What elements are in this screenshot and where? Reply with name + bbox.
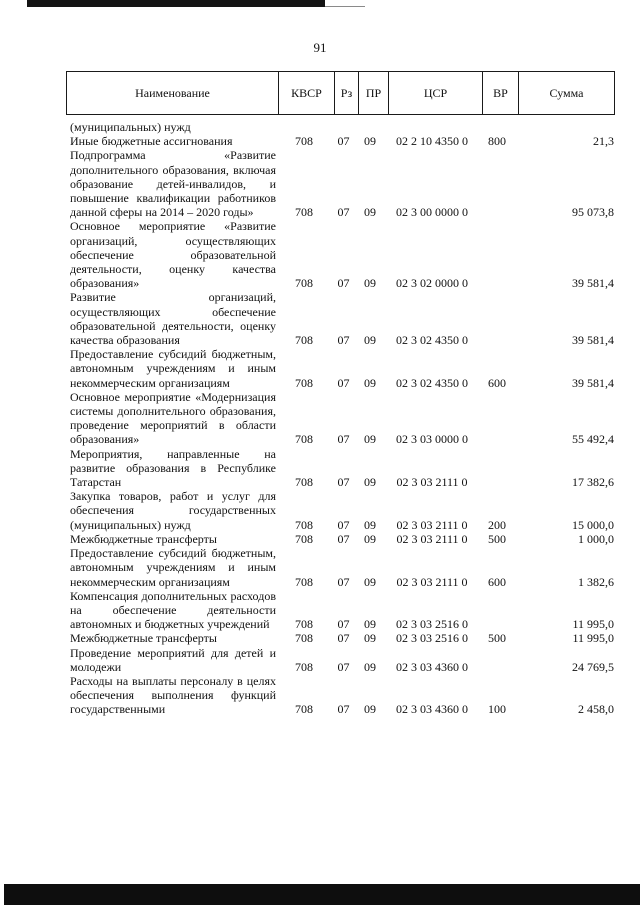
row-kvsr: 708 [295,432,313,447]
header-name: Наименование [67,72,279,115]
row-csr: 02 3 03 2111 0 [396,517,468,532]
row-vr: 500 [488,631,506,646]
page-number: 91 [313,40,327,55]
row-csr: 02 3 00 0000 0 [396,205,468,220]
row-name: Основное мероприятие «Развитие организаций, осуществляющих обеспечение образовательной деятельности, оценку качества образования» [70,219,276,291]
row-kvsr: 708 [295,531,313,546]
row-sum: 95 073,8 [572,205,614,220]
row-pr: 09 [364,432,376,447]
row-name: Развитие организаций, осуществляющих обеспечение образовательной деятельности, оценку качества образования [70,290,276,348]
table-row [70,489,614,532]
scan-edge-top-thin [325,6,365,7]
row-rz: 07 [337,134,350,149]
row-pr: 09 [364,276,376,291]
table-row [70,148,614,219]
row-rz: 07 [337,617,350,632]
header-kvsr: КВСР [279,72,335,115]
table-row [70,219,614,290]
row-kvsr: 708 [295,134,313,149]
row-pr: 09 [364,574,376,589]
row-csr: 02 3 03 0000 0 [396,432,468,447]
header-sum: Сумма [519,72,615,115]
row-pr: 09 [364,134,376,149]
row-rz: 07 [337,333,350,348]
row-rz: 07 [337,631,350,646]
row-sum: 2 458,0 [578,702,614,717]
table-row [70,134,614,148]
table-row [70,390,614,447]
table-row [70,674,614,717]
row-sum: 11 995,0 [572,617,614,632]
row-sum: 15 000,0 [572,517,614,532]
row-rz: 07 [337,531,350,546]
header-pr: ПР [359,72,389,115]
row-name: Основное мероприятие «Модернизация системы дополнительного образования, проведение мероприятий в области образования» [70,389,276,447]
row-csr: 02 3 03 4360 0 [396,702,468,717]
row-sum: 17 382,6 [572,475,614,490]
row-csr: 02 3 02 0000 0 [396,276,468,291]
row-name: Предоставление субсидий бюджетным, автономным учреждениям и иным некоммерческим организациям [70,546,276,589]
row-rz: 07 [337,475,350,490]
row-name: Предоставление субсидий бюджетным, автономным учреждениям и иным некоммерческим организациям [70,347,276,390]
header-csr: ЦСР [389,72,483,115]
row-rz: 07 [337,574,350,589]
row-pr: 09 [364,702,376,717]
row-name: Подпрограмма «Развитие дополнительного образования, включая образование детей-инвалидов, и повышение квалификации работников данной сферы на 2014 – 2020 годы» [70,148,276,220]
row-kvsr: 708 [295,702,313,717]
row-pr: 09 [364,375,376,390]
header-rz: Рз [335,72,359,115]
row-vr: 100 [488,702,506,717]
row-pr: 09 [364,617,376,632]
row-name: Межбюджетные трансферты [70,631,217,646]
row-vr: 600 [488,574,506,589]
row-pr: 09 [364,205,376,220]
table-header [66,71,615,115]
table-row [70,546,614,589]
header-vr: ВР [483,72,519,115]
row-vr: 200 [488,517,506,532]
row-sum: 39 581,4 [572,375,614,390]
row-csr: 02 2 10 4350 0 [396,134,468,149]
row-name: Расходы на выплаты персоналу в целях обеспечения выполнения функций государственными [70,673,276,717]
row-pr: 09 [364,659,376,674]
row-pr: 09 [364,333,376,348]
row-kvsr: 708 [295,475,313,490]
scan-edge-top [27,0,325,7]
row-kvsr: 708 [295,276,313,291]
row-sum: 11 995,0 [572,631,614,646]
table-row [70,120,614,134]
row-name: Компенсация дополнительных расходов на обеспечение деятельности автономных и бюджетных учреждений [70,588,276,632]
row-csr: 02 3 02 4350 0 [396,333,468,348]
row-kvsr: 708 [295,333,313,348]
row-kvsr: 708 [295,517,313,532]
table-row [70,646,614,674]
row-sum: 39 581,4 [572,276,614,291]
row-kvsr: 708 [295,375,313,390]
row-vr: 600 [488,375,506,390]
table-row [70,447,614,490]
row-name: Межбюджетные трансферты [70,531,217,546]
row-sum: 39 581,4 [572,333,614,348]
table-body [70,120,614,717]
row-pr: 09 [364,531,376,546]
table-row [70,290,614,347]
row-name: Мероприятия, направленные на развитие образования в Республике Татарстан [70,446,276,490]
row-csr: 02 3 03 4360 0 [396,659,468,674]
row-name: Иные бюджетные ассигнования [70,134,233,149]
row-sum: 1 000,0 [578,531,614,546]
table-row [70,631,614,645]
row-pr: 09 [364,475,376,490]
row-sum: 55 492,4 [572,432,614,447]
row-rz: 07 [337,205,350,220]
row-sum: 21,3 [593,134,614,149]
row-rz: 07 [337,517,350,532]
row-csr: 02 3 03 2516 0 [396,631,468,646]
row-csr: 02 3 03 2111 0 [396,531,468,546]
row-sum: 1 382,6 [578,574,614,589]
row-name: Проведение мероприятий для детей и молодежи [70,645,276,674]
row-rz: 07 [337,659,350,674]
row-rz: 07 [337,276,350,291]
row-name: Закупка товаров, работ и услуг для обеспечения государственных (муниципальных) нужд [70,489,276,532]
row-csr: 02 3 03 2111 0 [396,574,468,589]
row-csr: 02 3 03 2516 0 [396,617,468,632]
row-rz: 07 [337,702,350,717]
row-kvsr: 708 [295,659,313,674]
row-name: (муниципальных) нужд [70,120,191,134]
table-row [70,589,614,632]
row-vr: 800 [488,134,506,149]
row-pr: 09 [364,517,376,532]
row-rz: 07 [337,432,350,447]
row-vr: 500 [488,531,506,546]
table-row [70,347,614,390]
row-kvsr: 708 [295,574,313,589]
row-kvsr: 708 [295,205,313,220]
row-csr: 02 3 03 2111 0 [396,475,468,490]
row-csr: 02 3 02 4350 0 [396,375,468,390]
row-kvsr: 708 [295,631,313,646]
row-sum: 24 769,5 [572,659,614,674]
row-rz: 07 [337,375,350,390]
row-kvsr: 708 [295,617,313,632]
table-row [70,532,614,546]
row-pr: 09 [364,631,376,646]
scan-edge-bottom [4,884,640,905]
